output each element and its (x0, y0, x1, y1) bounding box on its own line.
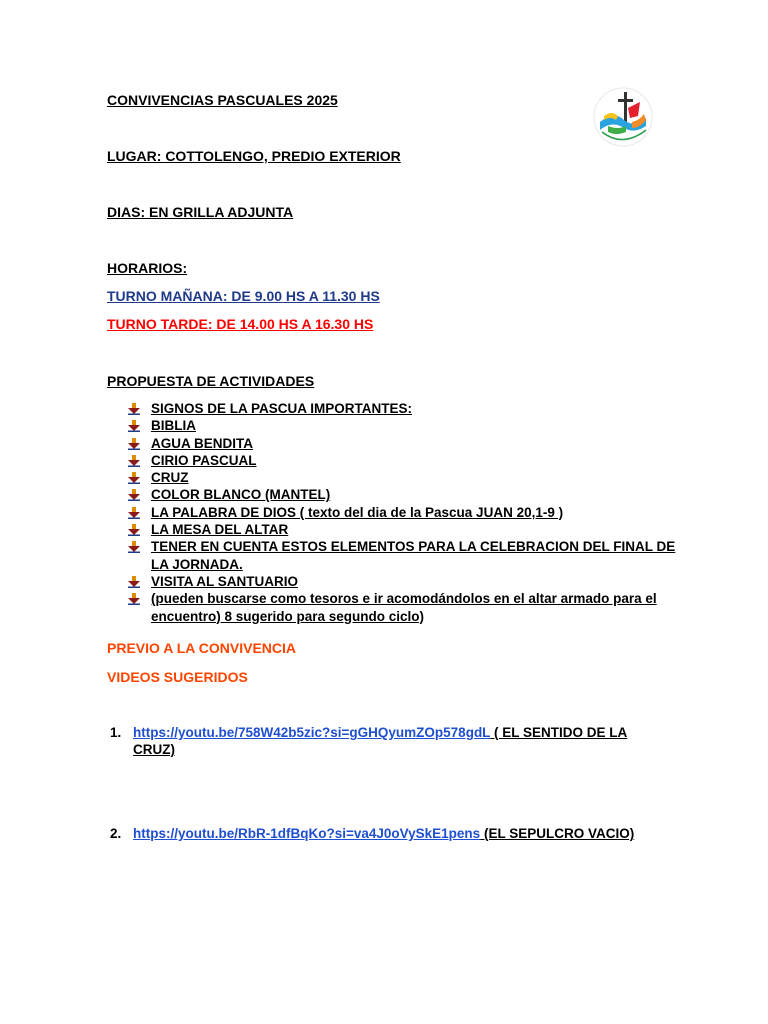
list-item (128, 573, 688, 590)
arrow-down-bullet-icon (128, 541, 140, 553)
arrow-down-bullet-icon (128, 507, 140, 519)
list-item (108, 724, 668, 758)
list-item (128, 452, 688, 469)
arrow-down-bullet-icon (128, 438, 140, 450)
arrow-down-bullet-icon (128, 472, 140, 484)
activity-text: CIRIO PASCUAL (151, 452, 257, 468)
days-line: DIAS: EN GRILLA ADJUNTA (107, 204, 294, 220)
list-number: 2. (110, 826, 122, 841)
list-item (128, 469, 688, 486)
list-item (128, 521, 688, 538)
activity-text: SIGNOS DE LA PASCUA IMPORTANTES: (151, 401, 413, 416)
arrow-down-bullet-icon (128, 403, 140, 415)
activities-list (128, 400, 688, 625)
arrow-down-bullet-icon (128, 420, 140, 432)
video-link-2[interactable]: https://youtu.be/RbR-1dfBqKo?si=va4J0oVySkE1pens (133, 826, 481, 841)
list-item (128, 538, 688, 573)
activity-text: COLOR BLANCO (MANTEL) (151, 487, 331, 503)
arrow-down-bullet-icon (128, 455, 140, 467)
list-item (128, 590, 688, 625)
activity-text: AGUA BENDITA (151, 435, 253, 451)
list-item (108, 825, 668, 842)
arrow-down-bullet-icon (128, 576, 140, 588)
activity-text: (pueden buscarse como tesoros e ir acomodándolos en el altar armado para el encuentro) 8 sugerido para segundo ciclo) (151, 591, 657, 624)
cross-logo-icon (590, 86, 656, 148)
video-description: ( EL SENTIDO DE LA CRUZ) (133, 725, 628, 757)
document-title: CONVIVENCIAS PASCUALES 2025 (107, 92, 338, 108)
video-link-1[interactable]: https://youtu.be/758W42b5zic?si=gGHQyumZOp578gdL (133, 725, 491, 740)
list-item (128, 417, 688, 434)
videos-heading: VIDEOS SUGERIDOS (107, 669, 248, 685)
activities-heading: PROPUESTA DE ACTIVIDADES (107, 373, 315, 389)
location-line: LUGAR: COTTOLENGO, PREDIO EXTERIOR (107, 148, 401, 164)
arrow-down-bullet-icon (128, 593, 140, 605)
morning-shift: TURNO MAÑANA: DE 9.00 HS A 11.30 HS (107, 288, 380, 304)
previo-heading: PREVIO A LA CONVIVENCIA (107, 640, 297, 656)
schedule-heading: HORARIOS: (107, 260, 188, 276)
activity-text: BIBLIA (151, 418, 196, 434)
video-list (108, 724, 668, 758)
list-item (128, 486, 688, 503)
activity-text: VISITA AL SANTUARIO (151, 573, 299, 589)
list-item (128, 400, 688, 417)
video-description: (EL SEPULCRO VACIO) (480, 826, 635, 841)
arrow-down-bullet-icon (128, 524, 140, 536)
activity-text: LA PALABRA DE DIOS ( texto del dia de la Pascua JUAN 20,1-9 ) (151, 504, 564, 520)
activity-text: CRUZ (151, 470, 189, 486)
activity-text: LA MESA DEL ALTAR (151, 522, 289, 538)
afternoon-shift: TURNO TARDE: DE 14.00 HS A 16.30 HS (107, 316, 374, 332)
list-item (128, 504, 688, 521)
list-number: 1. (110, 725, 122, 740)
list-item (128, 435, 688, 452)
arrow-down-bullet-icon (128, 489, 140, 501)
activity-text: TENER EN CUENTA ESTOS ELEMENTOS PARA LA CELEBRACION DEL FINAL DE LA JORNADA. (151, 539, 676, 572)
video-list (108, 825, 668, 842)
